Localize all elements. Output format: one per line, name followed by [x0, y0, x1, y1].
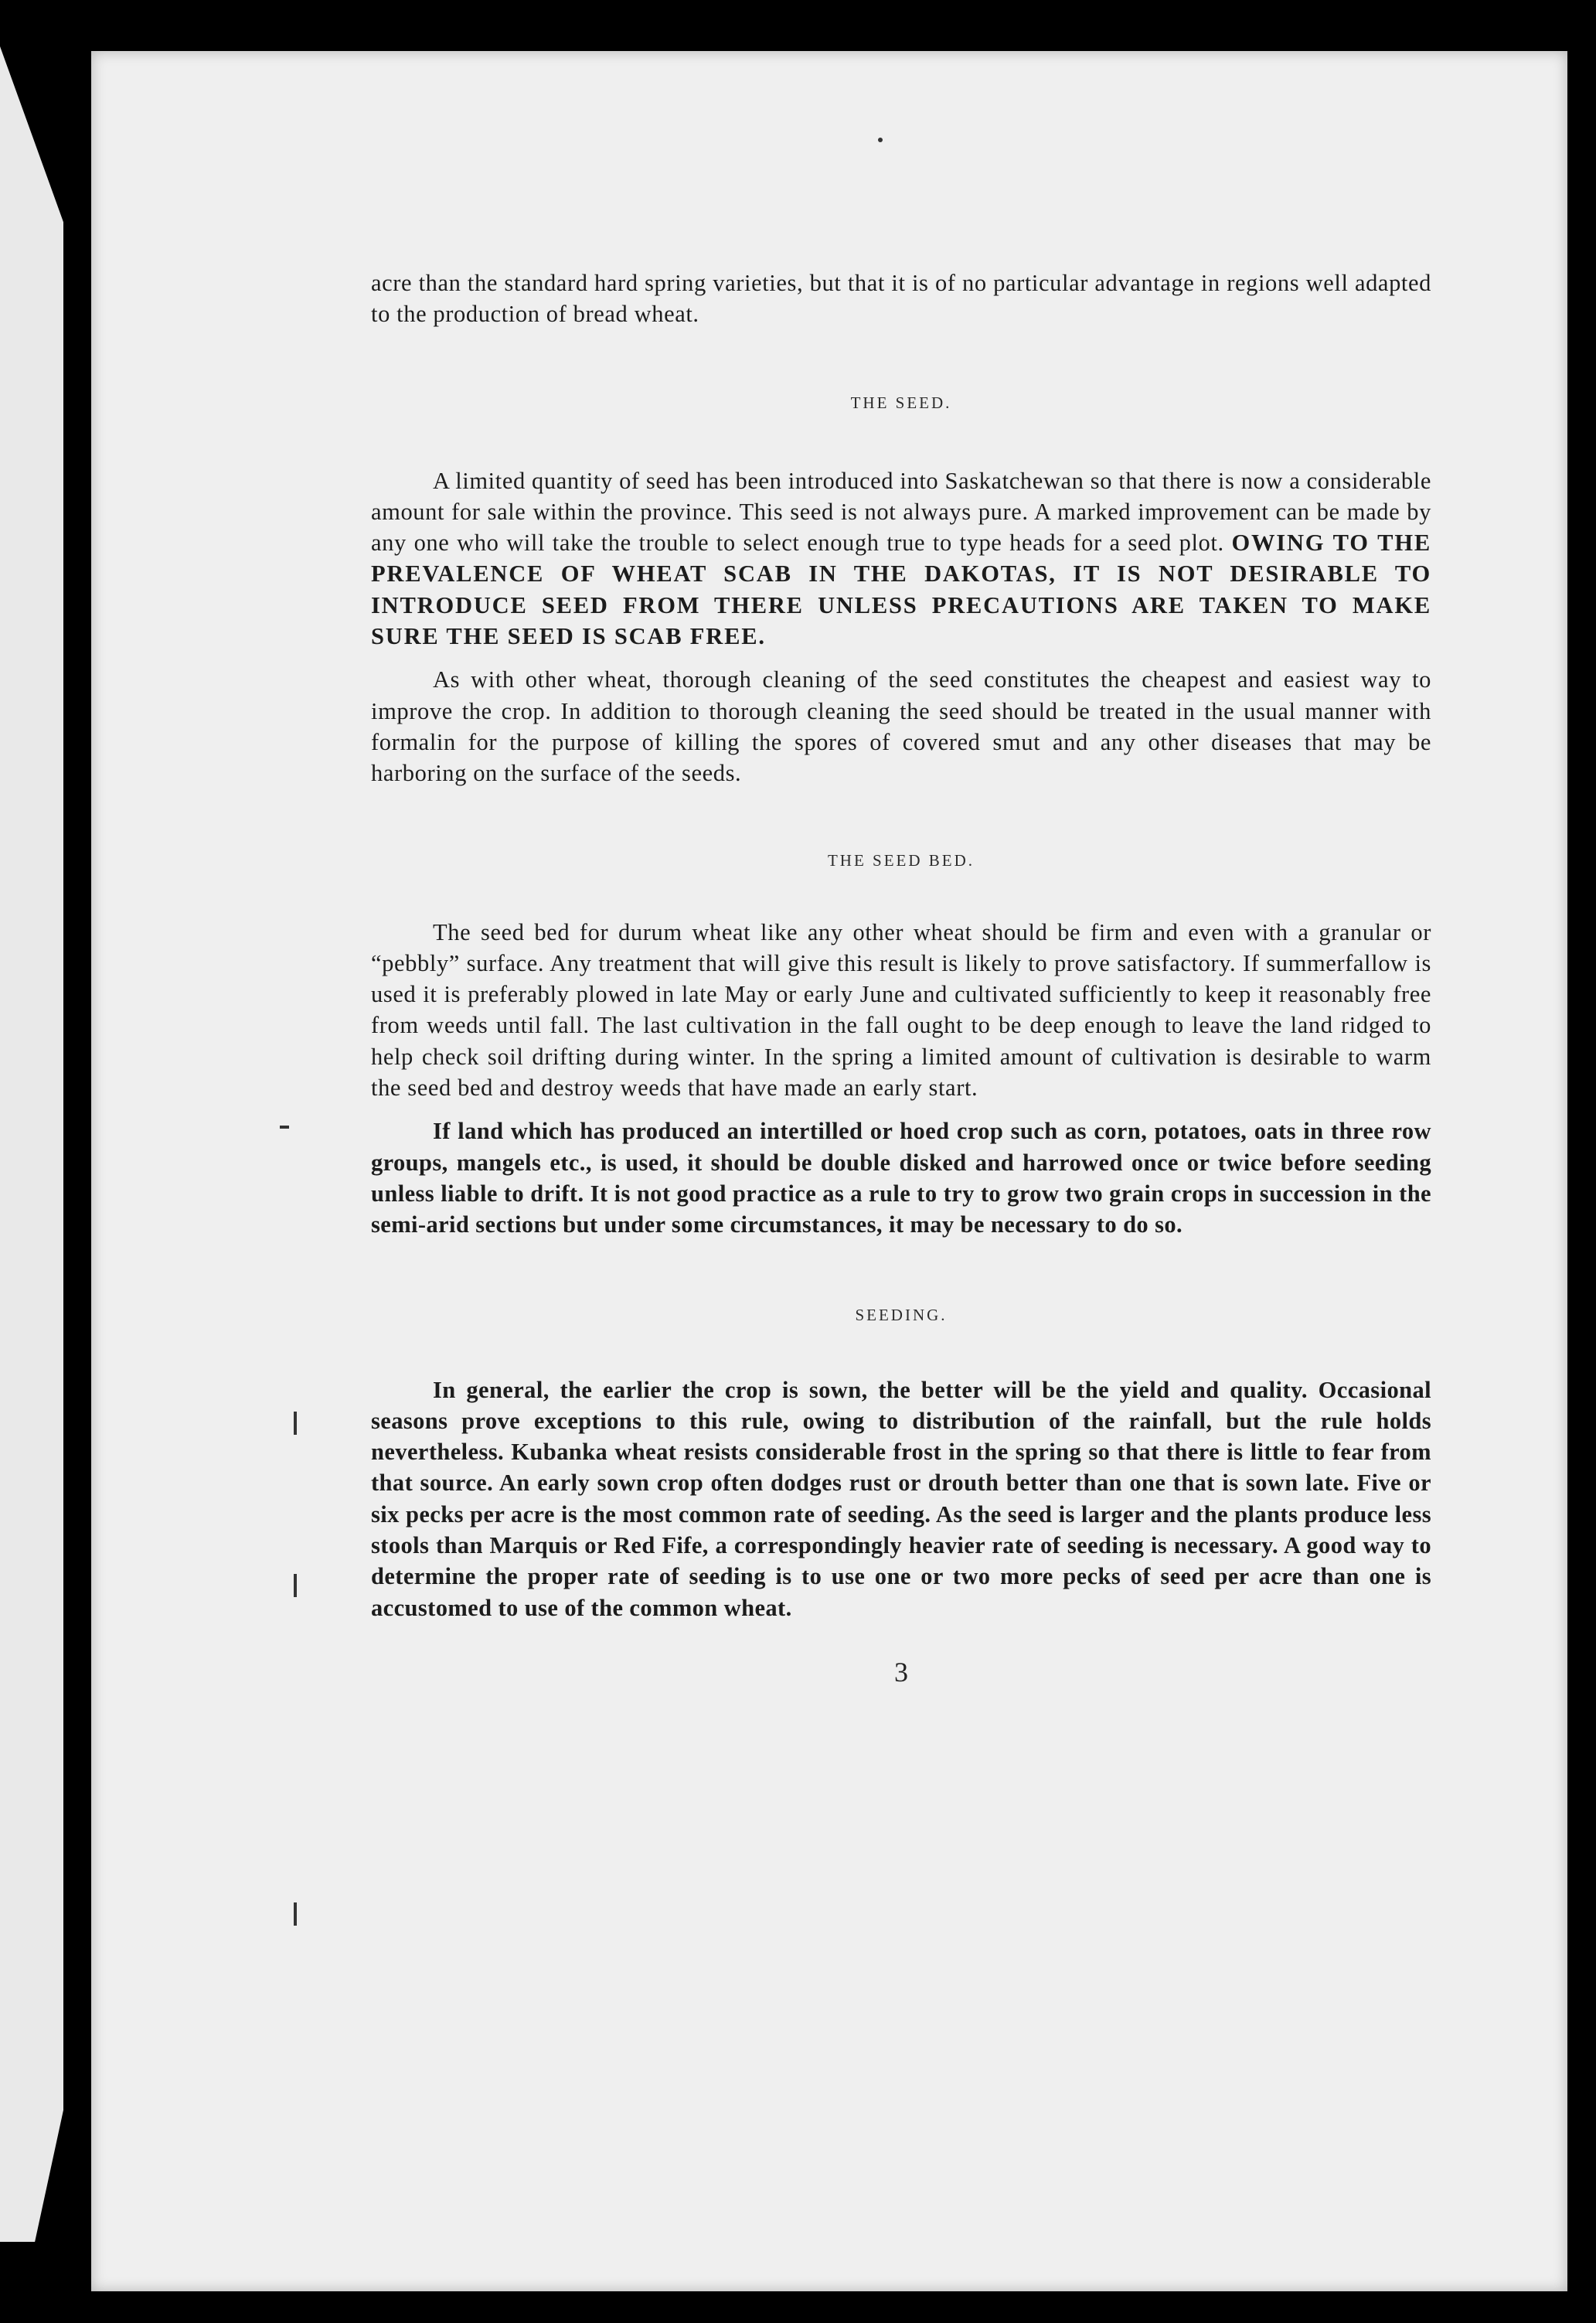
page-number: 3	[894, 1656, 908, 1688]
paper-speck	[878, 138, 883, 142]
paragraph-seed-2: As with other wheat, thorough cleaning of the seed constitutes the cheapest and easiest way to improve the crop. In addition to thorough cleaning the seed should be treated in the usual manner with formalin for the purpose of killing the spores of covered smut and any other diseases that may be harboring on the surface of the seeds.	[371, 666, 1431, 787]
paragraph-seedbed-2: If land which has produced an intertilled or hoed crop such as corn, potatoes, oats in three row groups, mangels etc., is used, it should be double disked and harrowed once or twice before seeding unless liable to drift. It is not good practice as a rule to try to grow two grain crops in succession in the semi-arid sections but under some circumstances, it may be necessary to do so.	[371, 1118, 1431, 1238]
paragraph-seed-1	[371, 465, 1431, 652]
section-heading-the-seed-bed: THE SEED BED.	[827, 850, 975, 870]
section-heading-seeding: SEEDING.	[855, 1305, 948, 1324]
continued-paragraph: acre than the standard hard spring varieties, but that it is of no particular advantage in regions well adapted to the production of bread wheat.	[371, 270, 1431, 328]
paragraph-seedbed-1: The seed bed for durum wheat like any other wheat should be firm and even with a granular or “pebbly” surface. Any treatment that will give this result is likely to prove satisfactory. If summerfallow is used it is preferably plowed in late May or early June and cultivated sufficiently to keep it reasonably free from weeds until fall. The last cultivation in the fall ought to be deep enough to leave the land ridged to help check soil drifting during winter. In the spring a limited amount of cultivation is desirable to warm the seed bed and destroy weeds that have made an early start.	[371, 918, 1431, 1102]
margin-mark	[294, 1412, 297, 1435]
paragraph-text: A limited quantity of seed has been introduced into Saskatchewan so that there is now a considerable amount for sale within the province. This seed is not always pure. A marked improvement can be made by any one who will take the trouble to select enough true to type heads for a seed plot.	[371, 467, 1431, 557]
margin-mark	[280, 1126, 289, 1129]
paragraph-seeding-1: In general, the earlier the crop is sown, the better will be the yield and quality. Occasional seasons prove exceptions to this rule, owing to distribution of the rainfall, but the rule holds nevertheless. Kubanka wheat resists considerable frost in the spring so that there is little to fear from that source. An early sown crop often dodges rust or drouth better than one that is sown late. Five or six pecks per acre is the most common rate of seeding. As the seed is larger and the plants produce less stools than Marquis or Red Fife, a correspondingly heavier rate of seeding is necessary. A good way to determine the proper rate of seeding is to use one or two more pecks of seed per acre than one is accustomed to use of the common wheat.	[371, 1376, 1431, 1621]
scab-warning: OWING TO THE PREVALENCE OF WHEAT SCAB IN THE DAKOTAS, IT IS NOT DESIRABLE TO INTRODUCE SEED FROM THERE UNLESS PRECAUTIONS ARE TAKEN TO MAKE SURE THE SEED IS SCAB FREE.	[371, 530, 1431, 650]
binding-gutter	[63, 0, 94, 2323]
adjacent-page-edge	[0, 46, 63, 2242]
margin-mark	[294, 1902, 297, 1926]
text-column	[371, 267, 1431, 1688]
section-heading-the-seed: THE SEED.	[850, 393, 952, 412]
margin-mark	[294, 1574, 297, 1597]
document-page	[91, 51, 1567, 2291]
